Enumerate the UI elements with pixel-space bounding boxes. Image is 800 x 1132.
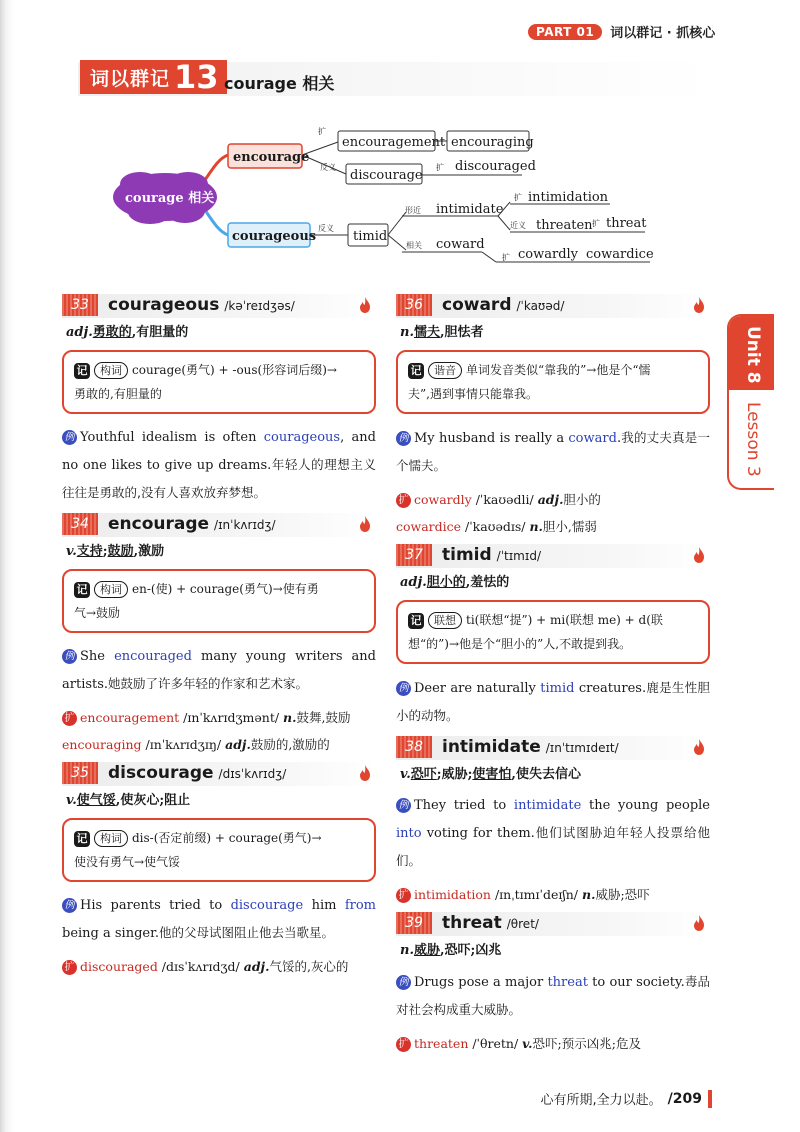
derived-headword: encouragement — [80, 710, 180, 725]
example-text: , and no one likes to give up dreams. — [62, 430, 376, 473]
example-icon: 例 — [62, 430, 77, 445]
definition-rest: ,恐吓;凶兆 — [440, 943, 502, 958]
flame-icon — [692, 296, 706, 314]
derived-pos: v. — [522, 1036, 533, 1051]
node-cowardice: cowardice — [586, 247, 654, 262]
example-text: to our society. — [587, 975, 685, 990]
entry-number: 37 — [396, 544, 432, 566]
definition — [400, 324, 710, 342]
derived-definition: 威胁;恐吓 — [595, 887, 650, 902]
entry-word — [442, 544, 541, 567]
memory-tip-box — [396, 350, 710, 414]
part-of-speech: v. — [400, 767, 411, 782]
phonetic: /ɪnˈtɪmɪdeɪt/ — [545, 741, 619, 755]
example-icon: 例 — [396, 681, 411, 696]
example-highlight: intimidate — [513, 798, 582, 813]
derived-pos: adj. — [225, 737, 251, 752]
memo-text-1: en-(使) + courage(勇气)→使有勇 — [132, 582, 319, 596]
example-text: many young writers and artists. — [62, 649, 377, 692]
memory-tip-box — [62, 569, 376, 633]
definition-key: 鼓励 — [107, 544, 134, 559]
derived-icon: 扩 — [62, 960, 77, 975]
example-text: the young people — [581, 798, 710, 813]
rel-near: 形近 — [405, 206, 421, 215]
entry-header — [396, 294, 710, 318]
part-of-speech: n. — [400, 943, 414, 958]
headword: timid — [442, 545, 492, 565]
example-text: . — [616, 431, 622, 446]
flame-icon — [358, 764, 372, 782]
memo-icon: 记 — [408, 613, 424, 629]
branch-root-courageous — [205, 210, 228, 235]
derived-pos: adj. — [537, 492, 564, 507]
memo-text-1: dis-(否定前缀) + courage(勇气)→ — [132, 831, 322, 845]
footer-motto: 心有所期,全力以赴。 — [540, 1093, 662, 1108]
left-column — [62, 294, 376, 984]
example-text: him — [303, 898, 345, 913]
node-courageous: courageous — [232, 229, 317, 244]
entry-word — [108, 294, 295, 317]
example-text: Deer are naturally — [414, 681, 541, 696]
derived-pos: adj. — [243, 959, 270, 974]
definition-key: 支持 — [76, 544, 103, 559]
derived-phonetic: /ɪnˌtɪmɪˈdeɪʃn/ — [490, 887, 582, 902]
node-intimidate: intimidate — [436, 202, 504, 217]
memory-tip-box — [62, 818, 376, 882]
derive-mark-5: 扩 — [502, 253, 510, 262]
example-translation: 毒品对社会构成重大威胁。 — [396, 974, 710, 1017]
entry-word — [108, 762, 286, 785]
definition-key: 懦夫 — [413, 325, 440, 340]
memo-text-2: 使没有勇气→使气馁 — [74, 855, 181, 869]
part-of-speech: n. — [400, 325, 414, 340]
headword: coward — [442, 295, 512, 315]
node-threat: threat — [606, 216, 647, 231]
entry-header — [396, 912, 710, 936]
headword: threat — [442, 913, 502, 933]
phonetic: /ɪnˈkʌrɪdʒ/ — [214, 518, 276, 532]
node-discourage: discourage — [350, 168, 423, 183]
example-highlight: from — [344, 898, 376, 913]
memo-text-2: 勇敢的,有胆量的 — [74, 387, 162, 401]
definition-rest: ,激励 — [133, 544, 165, 559]
phonetic: /ˈkaʊəd/ — [516, 299, 565, 313]
section-title: 词以群记 · 抓核心 — [610, 26, 716, 41]
memo-text-2: 夫”,遇到事情只能靠我。 — [408, 387, 538, 401]
example-sentence — [396, 424, 710, 480]
example-translation: 鹿是生性胆小的动物。 — [396, 680, 710, 723]
flame-icon — [692, 546, 706, 564]
group-title: courage 相关 — [224, 74, 335, 93]
phonetic: /kəˈreɪdʒəs/ — [224, 299, 295, 313]
example-translation: 他们试图胁迫年轻人投票给他们。 — [396, 825, 710, 868]
example-highlight: coward — [568, 431, 617, 446]
derived-pos: n. — [529, 519, 543, 534]
part-of-speech: adj. — [400, 575, 427, 590]
memo-icon: 记 — [74, 363, 90, 379]
node-encouraging: encouraging — [451, 135, 534, 150]
entry-number: 35 — [62, 762, 98, 784]
memo-text-1: courage(勇气) + -ous(形容词后缀)→ — [132, 363, 337, 377]
page-header — [528, 22, 715, 41]
memo-tag: 构词 — [94, 830, 128, 847]
derived-icon: 扩 — [396, 888, 411, 903]
derive-mark-4: 扩 — [592, 219, 600, 228]
memo-tag: 构词 — [94, 362, 128, 379]
derived-word — [396, 881, 710, 908]
entry-header — [396, 544, 710, 568]
phonetic: /θret/ — [506, 917, 539, 931]
part-of-speech: adj. — [66, 325, 93, 340]
part-badge: PART 01 — [528, 24, 602, 40]
entry-number: 38 — [396, 736, 432, 758]
entry-header — [62, 294, 376, 318]
node-encourage: encourage — [233, 150, 310, 165]
branch-timid-intimidate — [388, 212, 406, 235]
node-discouraged: discouraged — [455, 159, 536, 174]
root-node — [113, 172, 217, 224]
derive-mark-3: 扩 — [514, 193, 522, 202]
rel-synonym: 近义 — [510, 221, 526, 230]
derived-word — [396, 1030, 710, 1057]
right-column — [396, 294, 710, 1061]
node-timid: timid — [353, 229, 388, 244]
derived-pos: n. — [582, 887, 596, 902]
example-sentence — [62, 643, 376, 698]
memory-tip-box — [62, 350, 376, 414]
example-translation: 我的丈夫真是一个懦夫。 — [396, 430, 710, 473]
definition — [400, 766, 710, 784]
example-text: His parents tried to — [80, 898, 231, 913]
group-badge — [80, 60, 227, 94]
definition-rest: ,使失去信心 — [511, 767, 581, 782]
example-highlight: into — [396, 826, 422, 841]
flame-icon — [358, 296, 372, 314]
rel-related: 相关 — [406, 241, 422, 250]
derived-word — [396, 486, 710, 540]
example-icon: 例 — [62, 898, 77, 913]
entry-header — [62, 762, 376, 786]
example-sentence — [62, 424, 376, 507]
node-cowardly: cowardly — [518, 247, 579, 262]
derived-icon: 扩 — [396, 1037, 411, 1052]
derived-headword: encouraging — [62, 737, 142, 752]
branch-timid-coward — [388, 235, 406, 250]
derived-headword: intimidation — [414, 887, 491, 902]
entry-word — [108, 513, 276, 536]
derived-word — [62, 704, 376, 758]
definition-key: 威胁 — [413, 943, 440, 958]
derived-icon: 扩 — [62, 711, 77, 726]
memo-icon: 记 — [74, 831, 90, 847]
derived-phonetic: /ɪnˈkʌrɪdʒɪŋ/ — [141, 737, 226, 752]
entry-number: 36 — [396, 294, 432, 316]
node-encouragement: encouragement — [342, 135, 446, 150]
derived-headword: discouraged — [80, 959, 158, 974]
definition-key: 使害怕 — [472, 767, 512, 782]
example-text: Drugs pose a major — [414, 975, 548, 990]
example-text: My husband is really a — [414, 431, 569, 446]
entry-number: 34 — [62, 513, 98, 535]
memo-text-1: ti(联想“提”) + mi(联想 me) + d(联 — [466, 613, 663, 627]
example-icon: 例 — [396, 798, 411, 813]
derived-phonetic: /dɪsˈkʌrɪdʒd/ — [157, 959, 244, 974]
example-text: creatures. — [574, 681, 647, 696]
group-number: 13 — [174, 58, 219, 96]
phonetic: /ˈtɪmɪd/ — [496, 549, 541, 563]
entry-number: 39 — [396, 912, 432, 934]
derived-definition: 气馁的,灰心的 — [269, 959, 349, 974]
node-threaten: threaten — [536, 218, 593, 233]
example-translation: 她鼓励了许多年轻的作家和艺术家。 — [108, 676, 309, 691]
definition-separator: ;威胁; — [436, 767, 473, 782]
memo-text-2: 想“的”)→他是个“胆小的”人,不敢提到我。 — [408, 637, 632, 651]
derived-phonetic: /ˈkaʊədli/ — [471, 492, 538, 507]
example-text: She — [80, 649, 115, 664]
example-icon: 例 — [62, 649, 77, 664]
node-coward: coward — [436, 237, 485, 252]
flame-icon — [692, 738, 706, 756]
group-label: 词以群记 — [90, 67, 171, 90]
example-text: They tried to — [414, 798, 514, 813]
memo-tag: 联想 — [428, 612, 462, 629]
headword: intimidate — [442, 737, 541, 757]
example-translation: 年轻人的理想主义往往是勇敢的,没有人喜欢放弃梦想。 — [62, 457, 376, 500]
entry-number: 33 — [62, 294, 98, 316]
derived-definition: 胆小,懦弱 — [542, 519, 597, 534]
example-translation: 他的父母试图阻止他去当歌星。 — [159, 925, 335, 940]
example-icon: 例 — [396, 431, 411, 446]
derived-headword: threaten — [414, 1036, 469, 1051]
unit-label: Unit 8 — [743, 326, 763, 384]
definition — [66, 543, 376, 561]
definition — [400, 574, 710, 592]
entry-word — [442, 736, 619, 759]
memory-tip-box — [396, 600, 710, 664]
definition — [66, 324, 376, 342]
headword: encourage — [108, 514, 210, 534]
branch-root-encourage — [205, 155, 228, 180]
definition-key: 勇敢的 — [92, 325, 132, 340]
derive-mark-1: 扩 — [318, 127, 326, 136]
definition-rest: ,羞怯的 — [465, 575, 510, 590]
memo-text-1: 单词发音类似“靠我的”→他是个“懦 — [466, 363, 651, 377]
example-sentence — [396, 674, 710, 730]
example-sentence — [62, 892, 376, 947]
derived-headword: cowardice — [396, 519, 462, 534]
example-highlight: timid — [540, 681, 575, 696]
headword: discourage — [108, 763, 214, 783]
footer-accent-bar — [708, 1090, 712, 1108]
example-highlight: threat — [547, 975, 588, 990]
unit-side-tab — [727, 314, 774, 490]
memo-tag: 构词 — [94, 581, 128, 598]
definition-rest: ,胆怯者 — [440, 325, 484, 340]
example-sentence — [396, 968, 710, 1024]
mind-map — [110, 120, 670, 280]
definition-key: 胆小的 — [426, 575, 466, 590]
memo-text-2: 气→鼓励 — [74, 606, 121, 620]
example-text: Youthful idealism is often — [80, 430, 264, 445]
part-of-speech: v. — [66, 544, 77, 559]
lesson-label: Lesson 3 — [743, 402, 763, 477]
page-number: /209 — [667, 1090, 702, 1107]
branch-intimidate-threaten — [498, 216, 510, 230]
definition — [66, 792, 376, 810]
entry-word — [442, 912, 539, 935]
entry-header — [62, 513, 376, 537]
derived-definition: 胆小的 — [563, 492, 601, 507]
example-text: voting for them. — [421, 826, 535, 841]
derived-headword: cowardly — [414, 492, 472, 507]
definition-key: 使气馁 — [76, 793, 116, 808]
definition-rest: ,有胆量的 — [131, 325, 189, 340]
memo-tag: 谐音 — [428, 362, 462, 379]
definition-separator: ; — [102, 544, 108, 559]
phonetic: /dɪsˈkʌrɪdʒ/ — [218, 767, 287, 781]
derived-phonetic: /ˈθretn/ — [468, 1036, 523, 1051]
entry-word — [442, 294, 564, 317]
flame-icon — [358, 515, 372, 533]
example-sentence — [396, 792, 710, 875]
derived-phonetic: /ˈkaʊədɪs/ — [461, 519, 530, 534]
example-icon: 例 — [396, 975, 411, 990]
definition-rest: ,使灰心;阻止 — [115, 793, 191, 808]
definition-key: 恐吓 — [410, 767, 437, 782]
derived-definition: 鼓舞,鼓励 — [296, 710, 351, 725]
headword: courageous — [108, 295, 220, 315]
definition — [400, 942, 710, 960]
derived-word — [62, 953, 376, 980]
memo-icon: 记 — [408, 363, 424, 379]
derive-mark-2: 扩 — [436, 163, 444, 172]
derived-definition: 鼓励的,激励的 — [250, 737, 330, 752]
derived-phonetic: /ɪnˈkʌrɪdʒmənt/ — [179, 710, 284, 725]
branch-coward-derivatives — [482, 252, 496, 262]
rel-antonym-1: 反义 — [320, 163, 336, 172]
example-highlight: discourage — [230, 898, 304, 913]
memo-icon: 记 — [74, 582, 90, 598]
root-label: courage 相关 — [125, 191, 215, 206]
entry-header — [396, 736, 710, 760]
derived-icon: 扩 — [396, 493, 411, 508]
flame-icon — [692, 914, 706, 932]
example-highlight: courageous — [263, 430, 341, 445]
derived-pos: n. — [283, 710, 297, 725]
node-intimidation: intimidation — [528, 190, 609, 205]
page-footer — [541, 1089, 712, 1108]
example-highlight: encouraged — [114, 649, 192, 664]
example-text: being a singer. — [62, 926, 160, 941]
derived-definition: 恐吓;预示凶兆;危及 — [532, 1036, 641, 1051]
rel-antonym-2: 反义 — [318, 224, 334, 233]
part-of-speech: v. — [66, 793, 77, 808]
